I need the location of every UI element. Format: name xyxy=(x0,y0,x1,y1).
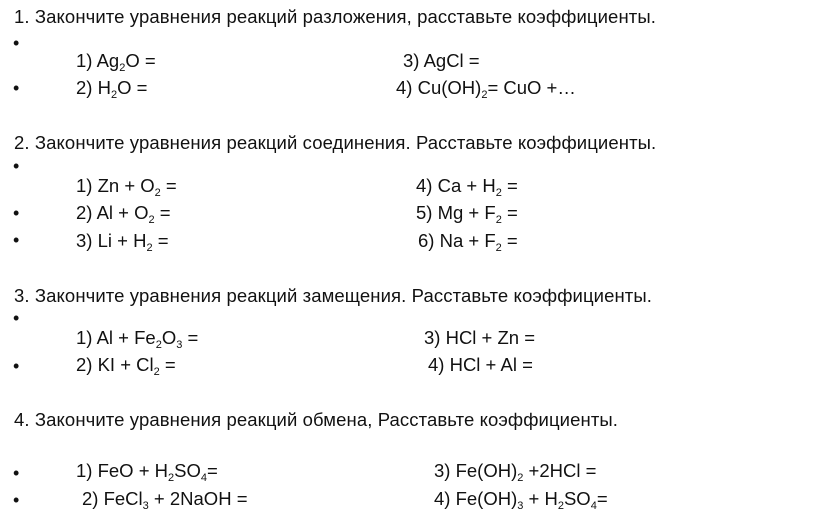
equation: 2) $Al + O_2$ = xyxy=(76,202,171,226)
section-2-heading: 2. Закончите уравнения реакций соединения. Расставьте коэффициенты. xyxy=(14,132,657,153)
equation: 6) $Na + F_2$ = xyxy=(418,230,518,254)
bullet: • xyxy=(13,356,20,376)
equation: 4) $Ca + H_2$ = xyxy=(416,175,518,199)
equation: 4) $Cu(OH)_2=$ CuO +… xyxy=(396,77,576,101)
equation: 2) $H_2O$ = xyxy=(76,77,148,101)
bullet: • xyxy=(13,230,20,250)
equation: 3) $Li + H_2$ = xyxy=(76,230,169,254)
equation: 3) HCl + Zn = xyxy=(424,327,536,348)
equation: 3) AgCl = xyxy=(403,50,480,71)
bullet: • xyxy=(13,33,20,53)
equation: 2) FeCl$_3$ + 2NaOH = xyxy=(82,488,248,512)
bullet: • xyxy=(13,156,20,176)
equation: 4) HCl + Al = xyxy=(428,354,533,375)
equation: 2) KI + $Cl_2$ = xyxy=(76,354,176,378)
equation: 3) $Fe(OH)_2 +2HCl$ = xyxy=(434,460,597,484)
section-4-heading: 4. Закончите уравнения реакций обмена, Расставьте коэффициенты. xyxy=(14,409,619,430)
equation: 1) $Al + Fe_2O_3$ = xyxy=(76,327,199,351)
section-3-heading: 3. Закончите уравнения реакций замещения. Расставьте коэффициенты. xyxy=(14,285,652,306)
section-1-heading: 1. Закончите уравнения реакций разложения, расставьте коэффициенты. xyxy=(14,6,656,27)
equation: 1) FeO + $H_2SO_4=$ xyxy=(76,460,218,484)
equation: 5) $Mg + F_2$ = xyxy=(416,202,518,226)
bullet: • xyxy=(13,308,20,328)
equation: 4) $Fe(OH)_3 + H_2SO_4=$ xyxy=(434,488,608,512)
bullet: • xyxy=(13,463,20,483)
bullet: • xyxy=(13,203,20,223)
bullet: • xyxy=(13,490,20,510)
bullet: • xyxy=(13,78,20,98)
equation: 1) $Zn + O_2$ = xyxy=(76,175,177,199)
equation: 1) $Ag_2O$ = xyxy=(76,50,156,74)
